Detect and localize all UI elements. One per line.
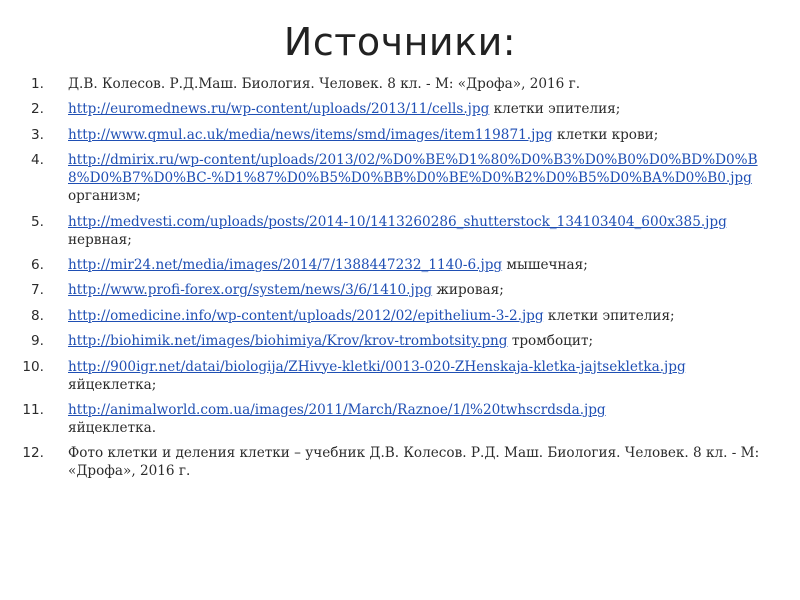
source-link[interactable]: http://www.qmul.ac.uk/media/news/items/smd/images/item119871.jpg	[68, 126, 553, 143]
source-item	[22, 444, 778, 480]
source-text: яйцеклетка;	[68, 376, 157, 393]
source-link[interactable]: http://www.profi-forex.org/system/news/3/6/1410.jpg	[68, 282, 433, 299]
source-item	[31, 332, 778, 350]
source-item	[22, 358, 778, 394]
source-number: 10.	[22, 358, 44, 375]
source-item	[31, 281, 778, 299]
source-link[interactable]: http://animalworld.com.ua/images/2011/March/Raznoe/1/l%20twhscrdsda.jpg	[68, 401, 606, 418]
source-item	[31, 75, 778, 93]
source-item	[31, 256, 778, 274]
source-text: Д.В. Колесов. Р.Д.Маш. Биология. Человек. 8 кл. - М: «Дрофа», 2016 г.	[68, 76, 581, 92]
source-link[interactable]: http://mir24.net/media/images/2014/7/1388447232_1140-6.jpg	[68, 256, 503, 273]
source-item	[31, 126, 778, 144]
source-number: 7.	[31, 282, 44, 299]
source-item	[22, 401, 778, 437]
source-number: 6.	[31, 256, 44, 273]
source-link[interactable]: http://biohimik.net/images/biohimiya/Krov/krov-trombotsity.png	[68, 333, 508, 350]
source-link[interactable]: http://euromednews.ru/wp-content/uploads/2013/11/cells.jpg	[68, 101, 490, 118]
source-link[interactable]: http://dmirix.ru/wp-content/uploads/2013/02/%D0%BE%D1%80%D0%B3%D0%B0%D0%BD%D0%B8%D0%B7%D0%BC-%D1%87%D0%B5%D0%BB%D0%BE%D0%B2%D0%B5%D0%BA%D0%B0.jpg	[68, 152, 758, 187]
source-number: 12.	[22, 445, 44, 462]
source-item	[31, 213, 778, 249]
source-text: клетки эпителия;	[489, 101, 621, 118]
source-number: 5.	[31, 213, 44, 230]
source-number: 9.	[31, 333, 44, 350]
source-number: 8.	[31, 307, 44, 324]
source-item	[31, 307, 778, 325]
source-text: клетки крови;	[552, 126, 659, 143]
source-number: 4.	[31, 152, 44, 169]
source-item	[31, 100, 778, 118]
slide-title: Источники:	[283, 20, 517, 64]
source-link[interactable]: http://omedicine.info/wp-content/uploads/2012/02/epithelium-3-2.jpg	[68, 307, 544, 324]
source-text: тромбоцит;	[507, 333, 594, 350]
source-number: 1.	[31, 76, 44, 92]
source-link[interactable]: http://medvesti.com/uploads/posts/2014-10/1413260286_shutterstock_134103404_600x385.jpg	[68, 213, 727, 230]
source-number: 3.	[31, 126, 44, 143]
source-item	[31, 151, 778, 205]
source-text: мышечная;	[502, 256, 588, 273]
source-text: нервная;	[68, 231, 132, 248]
source-number: 11.	[22, 401, 44, 418]
sources-list	[22, 75, 778, 488]
source-text: клетки эпителия;	[543, 307, 675, 324]
source-text: яйцеклетка.	[68, 419, 157, 436]
source-number: 2.	[31, 101, 44, 118]
source-text: организм;	[68, 188, 141, 205]
source-text: Фото клетки и деления клетки – учебник Д.В. Колесов. Р.Д. Маш. Биология. Человек. 8 кл. - М: «Дрофа», 2016 г.	[68, 445, 760, 480]
source-text: жировая;	[432, 282, 504, 299]
source-link[interactable]: http://900igr.net/datai/biologija/ZHivye-kletki/0013-020-ZHenskaja-kletka-jajtsekletka.jpg	[68, 358, 686, 375]
